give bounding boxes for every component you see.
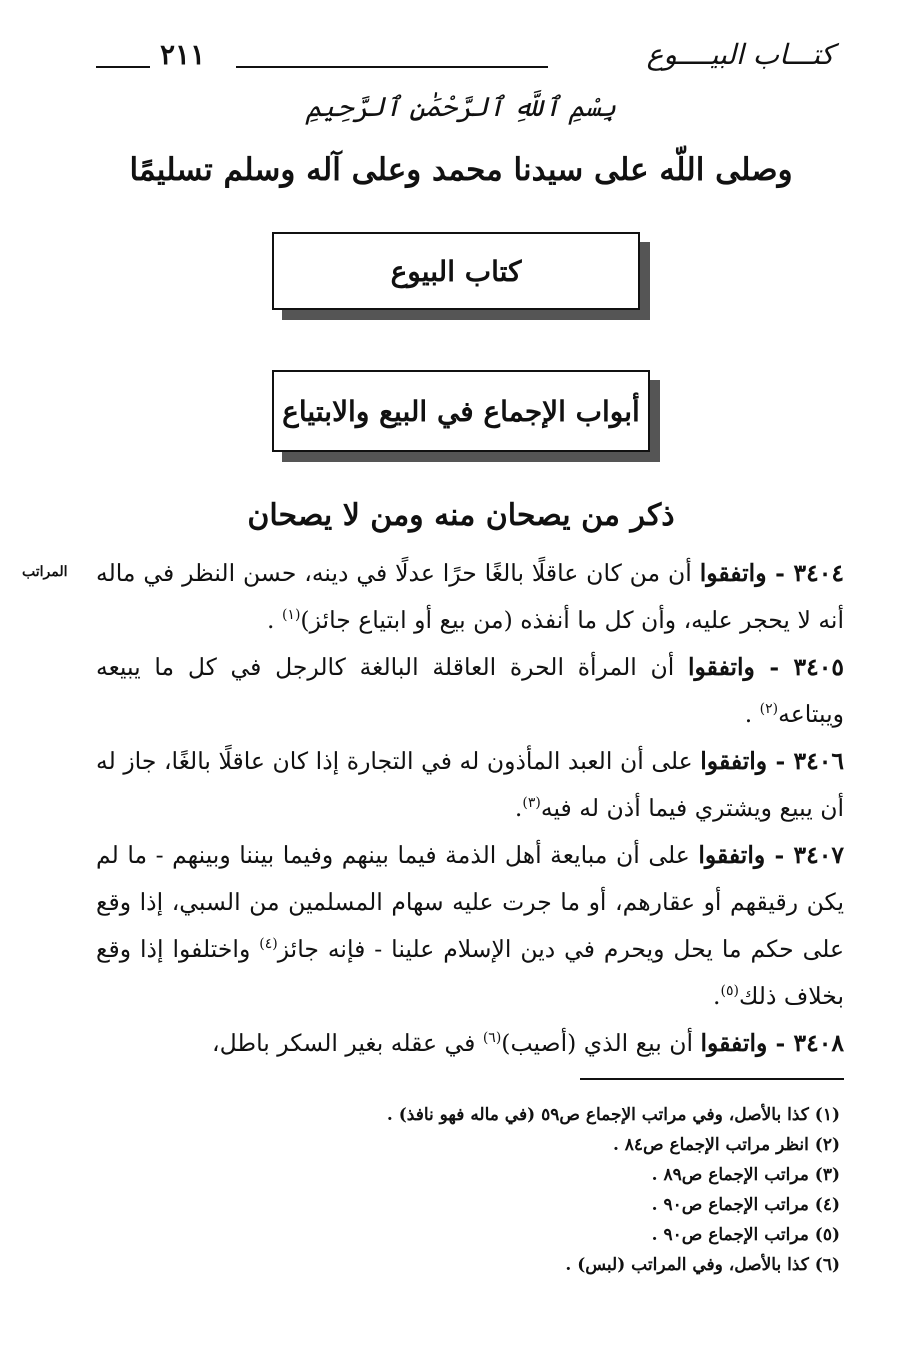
salutation: وصلى اللّه على سيدنا محمد وعلى آله وسلم تسليمًا [129,152,793,188]
section-title: ذكر من يصحان منه ومن لا يصحان [247,498,675,533]
paragraph-end: . [514,794,523,822]
paragraph-text: أن بيع الذي (أصيب) [501,1029,701,1057]
footnote-ref[interactable]: (٢) [759,701,779,718]
footnote-ref[interactable]: (٥) [720,983,739,1000]
paragraph-3408 [96,1020,844,1067]
footnote-3: (٣) مراتب الإجماع ص٨٩ . [651,1165,840,1185]
footnote-ref[interactable]: (٤) [259,936,278,953]
paragraph-number: ٣٤٠٧ [793,841,844,869]
paragraph-number: ٣٤٠٤ [793,559,844,587]
footnote-ref[interactable]: (١) [281,607,301,624]
paragraph-dash: - [767,747,794,775]
paragraph-end: . [744,700,760,728]
footnote-6: (٦) كذا بالأصل، وفي المراتب (لبس) . [565,1255,840,1275]
paragraph-text-continued: واختلفوا إذا وقع بخلاف ذلك [96,935,844,1010]
footnotes [96,1100,840,1280]
paragraph-3407 [96,832,844,1020]
paragraph-3406 [96,738,844,832]
chapter-heading-box [272,370,650,452]
footnote-ref[interactable]: (٣) [522,795,541,812]
paragraph-dash: - [766,559,794,587]
paragraph-dash: - [754,653,794,681]
paragraph-keyword: واتفقوا [700,747,768,775]
paragraph-text: على أن العبد المأذون له في التجارة إذا كان عاقلًا بالغًا، جاز له أن يبيع ويشتري فيما أذن له فيه [96,747,844,822]
book-heading: كتاب البيوع [390,254,522,288]
footnote-ref[interactable]: (٦) [482,1030,502,1047]
paragraph-text: أن من كان عاقلًا بالغًا حرًا عدلًا في دينه، حسن النظر في ماله أنه لا يحجر عليه، وأن كل ما أنفذه (من بيع أو ابتياع جائز) [96,559,844,634]
header-rule-left [96,66,150,68]
paragraph-number: ٣٤٠٨ [793,1029,844,1057]
paragraph-number: ٣٤٠٦ [793,747,844,775]
paragraph-end: . [713,982,721,1010]
paragraph-keyword: واتفقوا [699,559,767,587]
footnote-2: (٢) انظر مراتب الإجماع ص٨٤ . [612,1135,840,1155]
paragraph-dash: - [767,1029,794,1057]
margin-note: المراتب [22,564,68,580]
footnote-4: (٤) مراتب الإجماع ص٩٠ . [651,1195,840,1215]
paragraph-end: . [267,606,282,634]
paragraph-3404 [96,550,844,644]
footnote-separator [580,1078,844,1080]
paragraph-number: ٣٤٠٥ [793,653,844,681]
footnote-5: (٥) مراتب الإجماع ص٩٠ . [651,1225,840,1245]
page-number: ٢١١ [160,38,206,71]
paragraph-text: أن المرأة الحرة العاقلة البالغة كالرجل في كل ما يبيعه ويبتاعه [96,653,844,728]
header-rule-middle [236,66,548,68]
paragraph-dash: - [765,841,794,869]
paragraph-keyword: واتفقوا [688,653,755,681]
paragraph-3405 [96,644,844,738]
paragraph-text: على أن مبايعة أهل الذمة فيما بينهم وفيما بيننا وبينهم - ما لم يكن رقيقهم أو عقارهم، أو ما جرت عليه سهام المسلمين من السبي، إذا وقع على حكم ما يحل ويحرم في دين الإسلام علينا - فإنه جائز [96,841,844,963]
paragraph-keyword: واتفقوا [698,841,766,869]
paragraph-keyword: واتفقوا [700,1029,768,1057]
chapter-heading: أبواب الإجماع في البيع والابتياع [282,394,640,428]
paragraph-text-continued: في عقله بغير السكر باطل، [212,1029,483,1057]
footnote-1: (١) كذا بالأصل، وفي مراتب الإجماع ص٥٩ (في ماله فهو نافذ) . [386,1105,840,1125]
body-text [96,550,844,1067]
running-header-title: كتـــاب البيــــوع [646,38,834,71]
book-heading-box [272,232,640,310]
basmala: بِسْمِ ٱللَّهِ ٱلرَّحْمَٰنِ ٱلرَّحِيمِ [305,92,617,123]
